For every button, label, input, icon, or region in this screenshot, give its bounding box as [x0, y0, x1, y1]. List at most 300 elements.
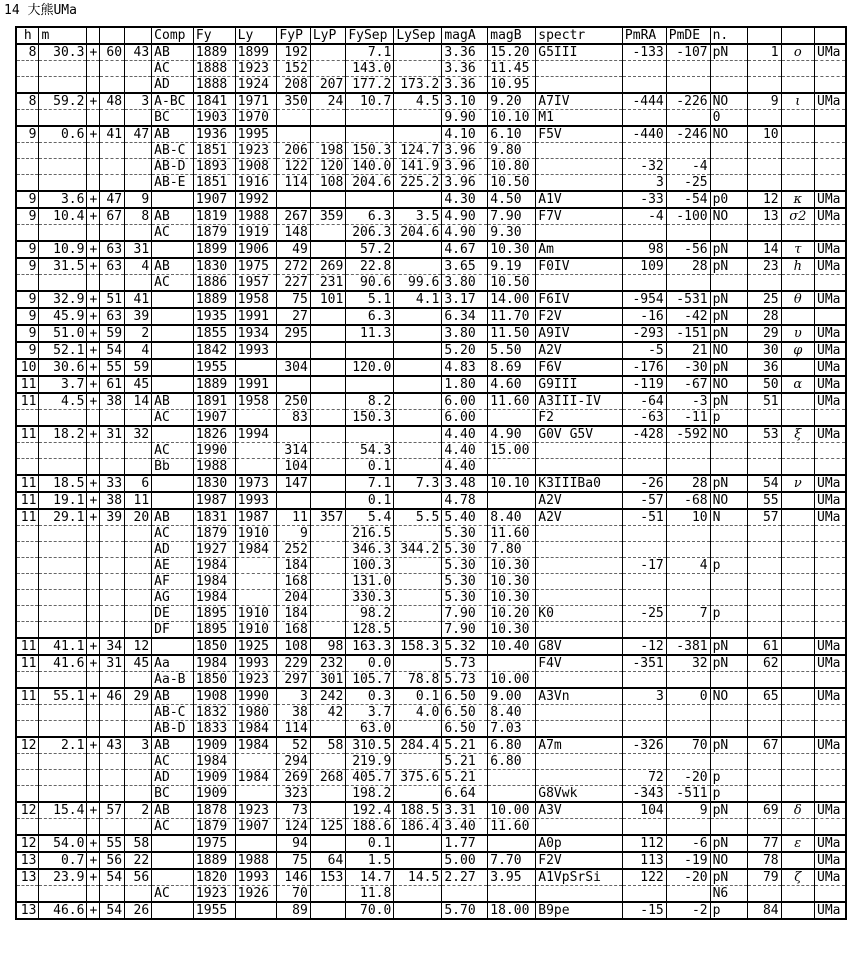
table-cell: 1833 [193, 721, 235, 738]
table-cell: 5.4 [346, 509, 394, 526]
table-cell: -381 [666, 638, 710, 655]
table-cell [815, 410, 847, 427]
table-cell: 8 [16, 93, 39, 110]
table-cell: 1820 [193, 869, 235, 886]
table-cell [235, 754, 277, 770]
table-cell: 14.7 [346, 869, 394, 886]
table-cell: α [781, 376, 814, 393]
table-cell: 1889 [193, 852, 235, 869]
table-cell [125, 542, 152, 558]
table-cell [536, 61, 623, 77]
table-cell: 1906 [235, 241, 277, 258]
table-cell: 1935 [193, 308, 235, 325]
table-cell [16, 542, 39, 558]
table-cell: 4.1 [394, 291, 442, 308]
table-cell: + [87, 325, 100, 342]
table-cell: 3.17 [442, 291, 488, 308]
table-cell: 11.60 [488, 393, 536, 410]
table-cell: NO [710, 342, 748, 359]
table-cell: 15.4 [39, 802, 87, 819]
table-row [16, 786, 846, 803]
table-row [16, 869, 846, 886]
table-cell [16, 110, 39, 127]
table-cell: 3 [622, 175, 666, 192]
table-cell: -6 [666, 835, 710, 852]
table-cell [781, 275, 814, 292]
table-cell: AC [152, 410, 194, 427]
table-cell: AB [152, 126, 194, 143]
table-cell: 4.40 [442, 459, 488, 476]
table-cell: 3 [277, 688, 310, 705]
table-cell: 6.00 [442, 393, 488, 410]
table-cell: 173.2 [394, 77, 442, 94]
table-cell: 11.8 [346, 886, 394, 903]
table-cell: 5.21 [442, 754, 488, 770]
table-cell: + [87, 291, 100, 308]
table-cell: 10.30 [488, 590, 536, 606]
table-cell [39, 526, 87, 542]
table-cell [815, 721, 847, 738]
table-cell: 11 [16, 393, 39, 410]
table-cell: 57 [99, 802, 124, 819]
table-cell: 1987 [235, 509, 277, 526]
table-cell [125, 819, 152, 836]
table-cell: 6.80 [488, 737, 536, 754]
table-cell: 1984 [235, 542, 277, 558]
table-cell [99, 77, 124, 94]
table-cell: 8.69 [488, 359, 536, 376]
table-cell [87, 459, 100, 476]
table-cell: 12 [125, 638, 152, 655]
table-cell: 1923 [235, 143, 277, 159]
table-cell: 184 [277, 606, 310, 622]
table-cell [310, 459, 345, 476]
table-cell [666, 77, 710, 94]
table-cell [781, 159, 814, 175]
table-cell [87, 819, 100, 836]
table-cell: F7V [536, 208, 623, 225]
table-cell [235, 558, 277, 574]
table-cell: 10.30 [488, 574, 536, 590]
table-cell [152, 376, 194, 393]
table-row [16, 475, 846, 492]
table-cell [394, 574, 442, 590]
table-cell [99, 574, 124, 590]
table-cell: φ [781, 342, 814, 359]
table-cell [536, 819, 623, 836]
table-cell [87, 175, 100, 192]
table-cell: 4.0 [394, 705, 442, 721]
table-cell [16, 410, 39, 427]
table-row [16, 852, 846, 869]
table-cell [622, 110, 666, 127]
table-cell: 14.5 [394, 869, 442, 886]
table-cell: 125 [310, 819, 345, 836]
table-cell: 3.95 [488, 869, 536, 886]
column-header: magA [442, 27, 488, 44]
table-cell: 0.7 [39, 852, 87, 869]
table-cell: + [87, 655, 100, 672]
table-cell: 56 [99, 852, 124, 869]
table-cell [277, 376, 310, 393]
table-cell: -51 [622, 509, 666, 526]
table-cell: 65 [748, 688, 781, 705]
table-cell [16, 721, 39, 738]
table-cell: 1907 [193, 410, 235, 427]
table-cell: + [87, 393, 100, 410]
table-cell: 1975 [193, 835, 235, 852]
table-cell: UMa [815, 902, 847, 919]
table-row [16, 770, 846, 786]
table-cell [536, 459, 623, 476]
table-cell: 38 [99, 393, 124, 410]
table-cell: 6.34 [442, 308, 488, 325]
table-cell: 12 [16, 737, 39, 754]
table-cell: AB [152, 802, 194, 819]
table-cell [815, 61, 847, 77]
table-cell: 11 [16, 638, 39, 655]
table-cell: 120 [310, 159, 345, 175]
table-cell [666, 542, 710, 558]
table-cell [815, 225, 847, 242]
table-cell: 5.21 [442, 770, 488, 786]
table-cell: 3 [125, 93, 152, 110]
table-cell: 1993 [235, 869, 277, 886]
table-cell: 11.50 [488, 325, 536, 342]
table-cell: 11 [16, 688, 39, 705]
table-cell [310, 342, 345, 359]
table-cell: 6.3 [346, 208, 394, 225]
table-cell [125, 225, 152, 242]
table-cell: 38 [99, 492, 124, 509]
table-cell: 9.20 [488, 93, 536, 110]
table-cell: 5.40 [442, 509, 488, 526]
table-cell: 1934 [235, 325, 277, 342]
table-cell: + [87, 509, 100, 526]
table-cell: 58 [310, 737, 345, 754]
table-cell [87, 225, 100, 242]
double-star-table [15, 26, 847, 920]
table-cell [87, 622, 100, 639]
table-cell [394, 241, 442, 258]
table-cell [666, 225, 710, 242]
page-title: 14 大熊UMa [4, 3, 77, 18]
table-cell: 1909 [193, 770, 235, 786]
table-cell: pN [710, 737, 748, 754]
table-cell: NO [710, 126, 748, 143]
table-cell: 3.7 [39, 376, 87, 393]
table-cell: -133 [622, 44, 666, 61]
table-cell [536, 574, 623, 590]
table-cell: 9 [277, 526, 310, 542]
table-cell [710, 526, 748, 542]
table-cell: 204 [277, 590, 310, 606]
table-cell: 3.48 [442, 475, 488, 492]
table-cell: 1819 [193, 208, 235, 225]
table-cell [394, 886, 442, 903]
table-cell: UMa [815, 325, 847, 342]
table-cell: 1984 [193, 754, 235, 770]
table-cell: 69 [748, 802, 781, 819]
table-cell: 346.3 [346, 542, 394, 558]
table-cell: 206 [277, 143, 310, 159]
table-row [16, 574, 846, 590]
table-cell [346, 376, 394, 393]
table-cell: Bb [152, 459, 194, 476]
table-cell [99, 110, 124, 127]
table-cell: -4 [622, 208, 666, 225]
table-cell [748, 275, 781, 292]
table-cell [622, 705, 666, 721]
table-cell [536, 143, 623, 159]
table-cell: UMa [815, 492, 847, 509]
table-cell: 13 [748, 208, 781, 225]
table-cell: 9 [16, 325, 39, 342]
table-cell: UMa [815, 208, 847, 225]
table-cell [99, 705, 124, 721]
table-cell: UMa [815, 509, 847, 526]
table-cell: 1826 [193, 426, 235, 443]
table-cell: + [87, 802, 100, 819]
column-header [125, 27, 152, 44]
table-cell: 6.50 [442, 705, 488, 721]
table-cell [87, 886, 100, 903]
table-row [16, 291, 846, 308]
table-cell: Aa-B [152, 672, 194, 689]
table-cell: 28 [666, 475, 710, 492]
table-cell [488, 492, 536, 509]
table-cell [87, 143, 100, 159]
table-cell [622, 443, 666, 459]
table-cell [622, 886, 666, 903]
table-row [16, 225, 846, 242]
table-cell: 124.7 [394, 143, 442, 159]
table-cell [125, 705, 152, 721]
table-cell: 1973 [235, 475, 277, 492]
table-cell: 19.1 [39, 492, 87, 509]
table-cell [622, 143, 666, 159]
table-cell: 168 [277, 622, 310, 639]
table-cell [815, 574, 847, 590]
table-cell: 314 [277, 443, 310, 459]
table-cell: AB [152, 737, 194, 754]
table-cell [488, 770, 536, 786]
table-cell: 6.50 [442, 688, 488, 705]
table-cell [39, 705, 87, 721]
table-cell: AC [152, 443, 194, 459]
table-cell: UMa [815, 291, 847, 308]
table-cell [125, 459, 152, 476]
table-cell: A1VpSrSi [536, 869, 623, 886]
table-cell [39, 542, 87, 558]
table-cell: Aa [152, 655, 194, 672]
table-cell: 6.10 [488, 126, 536, 143]
table-cell: 10.50 [488, 175, 536, 192]
table-cell: UMa [815, 869, 847, 886]
table-cell [235, 902, 277, 919]
table-cell: UMa [815, 393, 847, 410]
table-cell: 51.0 [39, 325, 87, 342]
table-cell [125, 721, 152, 738]
table-cell [488, 886, 536, 903]
table-cell [815, 786, 847, 803]
table-cell: AB-C [152, 705, 194, 721]
table-cell: 55 [99, 359, 124, 376]
table-cell: 3.96 [442, 143, 488, 159]
table-cell: A0p [536, 835, 623, 852]
table-row [16, 77, 846, 94]
table-cell: UMa [815, 258, 847, 275]
table-cell [39, 622, 87, 639]
table-cell [152, 291, 194, 308]
table-cell [99, 672, 124, 689]
table-cell [710, 143, 748, 159]
table-cell [394, 410, 442, 427]
table-cell [666, 672, 710, 689]
table-cell [310, 126, 345, 143]
table-cell [748, 61, 781, 77]
table-cell [781, 819, 814, 836]
table-cell: 269 [310, 258, 345, 275]
table-cell [39, 110, 87, 127]
table-cell [125, 77, 152, 94]
table-cell: 55.1 [39, 688, 87, 705]
table-cell: 3.96 [442, 159, 488, 175]
table-cell: 3 [125, 737, 152, 754]
table-cell [781, 110, 814, 127]
table-cell: 219.9 [346, 754, 394, 770]
table-cell: 31 [125, 241, 152, 258]
table-cell: pN [710, 241, 748, 258]
table-cell [815, 886, 847, 903]
table-cell: 15.00 [488, 443, 536, 459]
table-cell: + [87, 359, 100, 376]
table-cell: 3.40 [442, 819, 488, 836]
table-cell: 152 [277, 61, 310, 77]
table-row [16, 754, 846, 770]
table-row [16, 622, 846, 639]
table-cell: 55 [748, 492, 781, 509]
table-row [16, 342, 846, 359]
table-cell: F0IV [536, 258, 623, 275]
table-cell: 10.80 [488, 159, 536, 175]
column-header: FyP [277, 27, 310, 44]
table-cell: 73 [277, 802, 310, 819]
column-header: Comp [152, 27, 194, 44]
table-cell [39, 786, 87, 803]
table-cell: 14 [748, 241, 781, 258]
table-cell: 405.7 [346, 770, 394, 786]
table-cell: 10.10 [488, 475, 536, 492]
table-cell [781, 126, 814, 143]
table-cell: 45 [125, 376, 152, 393]
table-cell: 1984 [193, 574, 235, 590]
table-cell: AE [152, 558, 194, 574]
table-cell: 9.80 [488, 143, 536, 159]
table-cell: 250 [277, 393, 310, 410]
table-cell: 7.3 [394, 475, 442, 492]
table-cell [99, 786, 124, 803]
table-cell: A2V [536, 342, 623, 359]
table-cell [622, 225, 666, 242]
table-cell: 163.3 [346, 638, 394, 655]
table-cell: 3.31 [442, 802, 488, 819]
table-cell [16, 225, 39, 242]
table-cell: pN [710, 638, 748, 655]
table-cell: AB [152, 258, 194, 275]
table-cell: -54 [666, 191, 710, 208]
table-cell: F5V [536, 126, 623, 143]
table-cell [125, 159, 152, 175]
table-cell: UMa [815, 688, 847, 705]
table-row [16, 393, 846, 410]
table-cell: 3.7 [346, 705, 394, 721]
table-cell: 8.2 [346, 393, 394, 410]
table-cell: 7.70 [488, 852, 536, 869]
table-cell [87, 786, 100, 803]
table-cell [125, 275, 152, 292]
table-cell: AB-D [152, 159, 194, 175]
table-cell: 1990 [235, 688, 277, 705]
table-cell: 11 [125, 492, 152, 509]
table-cell: 14 [125, 393, 152, 410]
table-cell [310, 754, 345, 770]
table-cell: 267 [277, 208, 310, 225]
table-cell [310, 886, 345, 903]
table-cell [815, 542, 847, 558]
table-cell: UMa [815, 44, 847, 61]
table-cell: 1988 [235, 208, 277, 225]
table-cell [781, 721, 814, 738]
table-cell [39, 143, 87, 159]
table-cell: -11 [666, 410, 710, 427]
table-cell [781, 590, 814, 606]
table-cell: 5.5 [394, 509, 442, 526]
table-cell [748, 770, 781, 786]
table-cell: 46 [99, 688, 124, 705]
table-cell: 198.2 [346, 786, 394, 803]
table-cell [99, 770, 124, 786]
table-cell: -444 [622, 93, 666, 110]
column-header: spectr [536, 27, 623, 44]
table-cell [99, 542, 124, 558]
table-cell [87, 705, 100, 721]
table-cell: 10 [666, 509, 710, 526]
table-cell [310, 443, 345, 459]
table-cell [16, 786, 39, 803]
table-cell [536, 526, 623, 542]
table-cell: 1927 [193, 542, 235, 558]
table-cell [39, 225, 87, 242]
table-cell [536, 770, 623, 786]
table-cell [99, 143, 124, 159]
table-cell [277, 110, 310, 127]
table-cell: 188.5 [394, 802, 442, 819]
table-cell [666, 754, 710, 770]
table-cell: -25 [622, 606, 666, 622]
table-cell [710, 542, 748, 558]
table-cell: 10.50 [488, 275, 536, 292]
table-cell [781, 359, 814, 376]
table-cell [815, 705, 847, 721]
table-cell: 78 [748, 852, 781, 869]
table-cell: 89 [277, 902, 310, 919]
table-cell [310, 622, 345, 639]
table-cell: pN [710, 359, 748, 376]
table-cell: 7.90 [442, 606, 488, 622]
table-row [16, 308, 846, 325]
table-cell: 12 [748, 191, 781, 208]
